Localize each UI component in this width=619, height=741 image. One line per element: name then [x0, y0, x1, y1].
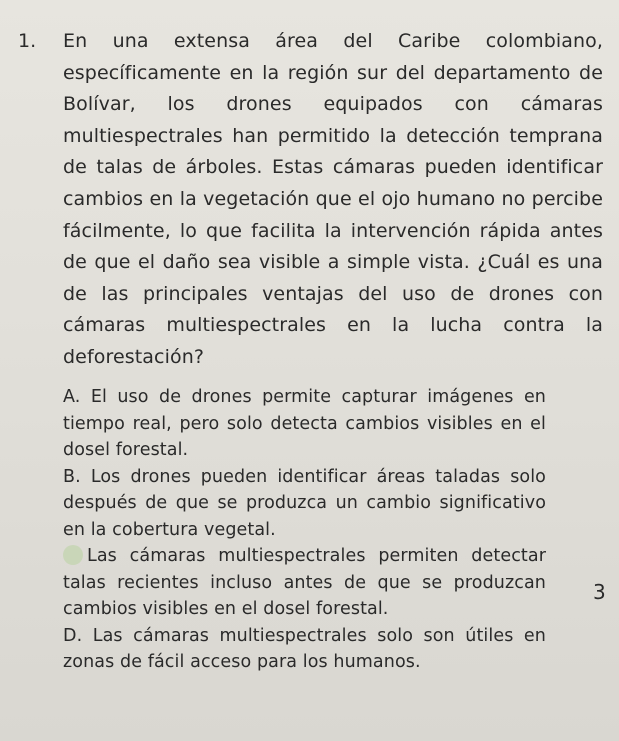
option-d[interactable]	[63, 623, 546, 676]
option-b[interactable]	[63, 464, 546, 544]
option-a[interactable]	[63, 384, 546, 464]
question-block	[18, 26, 603, 374]
selected-mark-icon	[63, 545, 83, 565]
option-c-text: Las cámaras multiespectrales permiten detectar talas recientes incluso antes de que se produzcan cambios visibles en el dosel forestal.	[63, 546, 546, 619]
option-c[interactable]	[63, 543, 546, 623]
option-d-text: D. Las cámaras multiespectrales solo son útiles en zonas de fácil acceso para los humanos.	[63, 625, 546, 672]
question-text: En una extensa área del Caribe colombiano, específicamente en la región sur del departamento de Bolívar, los drones equipados con cámaras multiespectrales han permitido la detección temprana de talas de árboles. Estas cámaras pueden identificar cambios en la vegetación que el ojo humano no percibe fácilmente, lo que facilita la intervención rápida antes de que el daño sea visible a simple vista. ¿Cuál es una de las principales ventajas del uso de drones con cámaras multiespectrales en la lucha contra la deforestación?	[63, 30, 603, 368]
answer-options	[63, 384, 546, 676]
question-number: 1.	[18, 30, 37, 52]
margin-note: 3	[593, 580, 606, 604]
option-b-text: B. Los drones pueden identificar áreas taladas solo después de que se produzca un cambio significativo en la cobertura vegetal.	[63, 466, 546, 540]
option-a-text: A. El uso de drones permite capturar imágenes en tiempo real, pero solo detecta cambios visibles en el dosel forestal.	[63, 387, 546, 460]
